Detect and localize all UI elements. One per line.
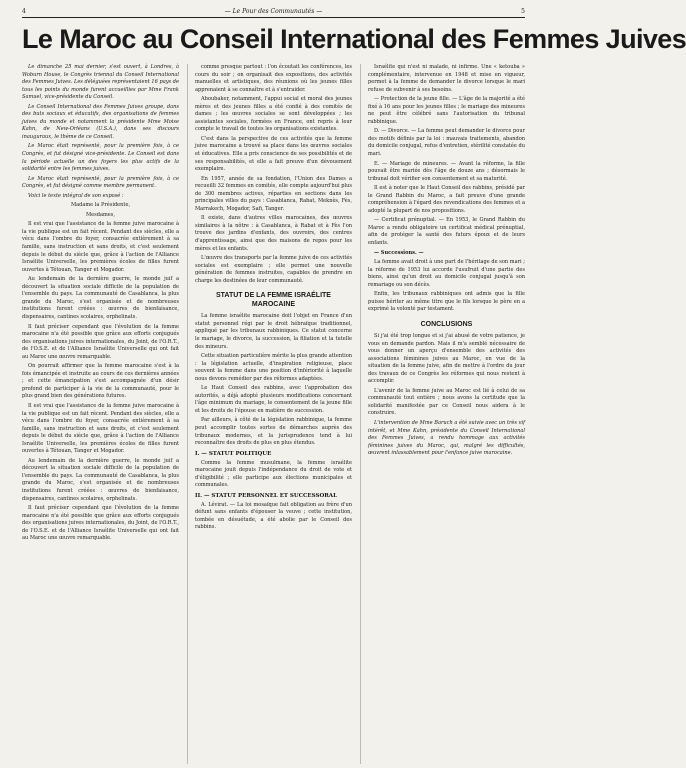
paragraph: Il est à noter que le Haut Conseil des rabbins, présidé par le Grand Rabbin du Maroc, a fait preuve d'une grande compréhension à l'égard des revendications des femmes et a adopté la plupart de nos propositions. [368,185,525,214]
header-rule [22,17,525,18]
lead-paragraph: Le dimanche 25 mai dernier, s'est ouvert, à Londres, à Woburn House, le Congrès triennal du Conseil International des Femmes Juives. Les déléguées représentaient 16 pays de tous les points du monde furent accueillies par Mme Frank Samuel, vice-présidente du Conseil. [22,64,179,101]
salutation: Mesdames, [86,211,115,218]
article-column-2 [195,64,352,764]
running-head [22,8,525,15]
paragraph: En 1957, année de sa fondation, l'Union des Dames a recueilli 32 femmes en comités, elle compte aujourd'hui plus de 300 membres actives, réparties en sections dans les principales villes du pays : Casablanca, Rabat, Meknès, Fès, Marrakech, Mogador, Safi, Tanger. [195,175,352,212]
paragraph: Il faut préciser cependant que l'évolution de la femme marocaine n'a été possible que grâce aux efforts conjugués des organisations juives internationales, du Joint, de l'O.R.T., de l'O.S.E. et de l'Alliance Israélite Universelle qui ont fait au Maroc une œuvre remarquable. [22,505,179,542]
paragraph: A. Lévirat. — La loi mosaïque fait obligation au frère d'un défunt sans enfants d'épouser la veuve ; cette institution, tombée en désuétude, a été abolie par le Conseil des rabbins. [195,501,352,531]
paragraph: Cette situation particulière mérite la plus grande attention : la législation actuelle, d'inspiration religieuse, place souvent la femme dans une position d'infériorité à laquelle nous devons remédier par des réformes adaptées. [195,353,353,382]
newspaper-page [22,0,686,768]
paragraph: Voici le texte intégral de son exposé : [28,192,124,199]
paragraph: D. — Divorce. — La femme peut demander le divorce pour des motifs définis par la loi : mauvais traitements, abandon du domicile conjugal, refus d'entretien, stérilité constatée du mari. [368,128,525,158]
paragraph: Le Maroc était représenté, pour la première fois, à ce Congrès, et fut désigné vice-présidente. Le Conseil est dans la période actuelle un des foyers les plus actifs de la solidarité entre les femmes juives. [22,143,179,173]
paragraph: Le Maroc était représenté, pour la première fois, à ce Congrès, et fut désigné comme membre permanent. [22,175,179,190]
paragraph: Le Conseil International des Femmes Juives groupe, dans des buts sociaux et éducatifs, des organisations de femmes juives du monde et notamment la présidente Mme Moise Kahn, de New-Orléans (U.S.A.), dans ses discours inauguraux, le thème de ce Conseil. [22,103,179,140]
paragraph: On pourrait affirmer que la femme marocaine s'est à la fois émancipée et instruite au cours de ces dernières années ; et cette émancipation s'est accompagnée d'un désir profond de participer à la vie de la communauté, pour le plus grand bien des générations futures. [22,363,179,400]
section-heading: STATUT DE LA FEMME ISRAÉLITE MAROCAINE [216,292,331,309]
publication-name: — Le Pour des Communautés — [224,8,323,15]
paragraph: La femme avait droit à une part de l'héritage de son mari ; la réforme de 1953 lui accorde l'usufruit d'une partie des biens, ainsi qu'un droit au domicile conjugal jusqu'à son remariage ou son décès. [368,259,525,288]
paragraph: Il faut préciser cependant que l'évolution de la femme marocaine n'a été possible que grâce aux efforts conjugués des organisations juives internationales, du Joint, de l'O.R.T., de l'O.S.E. et de l'Alliance Israélite Universelle qui ont fait au Maroc une œuvre remarquable. [22,323,179,360]
paragraph: Israélite qui n'est ni malade, ni infirme. Une « ketouba » complémentaire, intervenue en 1948 et mise en vigueur, permet à la femme de demander le divorce lorsque le mari refuse de subvenir à ses besoins. [368,64,525,93]
paragraph: L'avenir de la femme juive au Maroc est lié à celui de sa communauté tout entière ; nous avons la certitude que la solidarité manifestée par ce Conseil nous aidera à le construire. [368,387,525,417]
paragraph: — Certificat prénuptial. — En 1953, le Grand Rabbin du Maroc a rendu obligatoire un certificat médical prénuptial, afin de protéger la santé des futurs époux et de leurs enfants. [368,217,525,247]
paragraph: La femme israélite marocaine doit l'objet en France d'un statut personnel régi par le droit hébraïque traditionnel, appliqué par les tribunaux rabbiniques. Ce statut concerne le mariage, le divorce, la succession, la filiation et la tutelle des mineurs. [195,313,352,350]
paragraph: Au lendemain de la dernière guerre, le monde juif a découvert la situation sociale difficile de la population de l'ensemble du pays. La communauté de Casablanca, la plus grande du Maroc, s'est organisée et de nombreuses institutions furent créées : œuvres de bienfaisance, dispensaires, cantines scolaires, orphelinats. [22,276,179,320]
paragraph: E. — Mariage de mineures. — Avant la réforme, la fille pouvait être mariée dès l'âge de douze ans ; désormais le tribunal doit vérifier son consentement et sa maturité. [368,160,525,182]
paragraph: Enfin, les tribunaux rabbiniques ont admis que la fille puisse hériter au même titre que le fils lorsque le père en a exprimé la volonté par testament. [368,291,525,313]
article-title: Le Maroc au Conseil International des Femmes Juives [22,24,686,54]
salutation: Madame la Présidente, [70,202,131,209]
paragraph: — Protection de la jeune fille. — L'âge de la majorité a été fixé à 16 ans pour les jeunes filles ; le mariage des mineures ne peut être célébré sans l'autorisation du tribunal rabbinique. [368,96,525,125]
paragraph: Si j'ai été trop longue et si j'ai abusé de votre patience, je vous en demande pardon. Mais il m'a semblé nécessaire de vous donner un aperçu d'ensemble des activités des associations féminines juives au Maroc, en vue de la situation de la femme juive, afin de mettre à l'ordre du jour des travaux de ce Congrès les réformes qui nous restent à accomplir. [368,332,525,385]
subsection-heading: II. — STATUT PERSONNEL ET SUCCESSORAL [195,492,337,499]
article-column-3 [368,64,525,764]
paragraph: Le Haut Conseil des rabbins, avec l'approbation des autorités, a déjà adopté plusieurs modifications concernant l'âge minimum du mariage, le consentement de la jeune fille et les droits de l'épouse en matière de succession. [195,385,352,414]
paragraph: C'est dans la perspective de ces activités que la femme juive marocaine a trouvé sa place dans les œuvres sociales et éducatives. Elle a pris conscience de ses possibilités et de ses responsabilités, et elle a fait preuve d'un dévouement exemplaire. [195,135,352,173]
column-divider [360,64,361,764]
page-number-left: 4 [22,8,26,15]
column-divider [187,64,188,764]
closing-paragraph: L'intervention de Mme Baruch a été suivie avec un très vif intérêt, et Mme Kahn, présidente du Conseil International des Femmes Juives, a rendu hommage aux activités féminines juives du Maroc, qui, malgré les difficultés, œuvrent inlassablement pour l'enfance juive marocaine. [368,419,525,457]
paragraph: Il est vrai que l'assistance de la femme juive marocaine à la vie publique est un fait récent. Pendant des siècles, elle a vécu dans l'ombre du foyer, consacrée entièrement à sa famille, sans instruction et sans droits, et c'est seulement depuis le début du siècle que, grâce à l'action de l'Alliance Israélite Universelle, les premières écoles de filles furent ouvertes à Tétouan, Tanger et Mogador. [22,402,179,455]
paragraph: Aboubaker, notamment, l'appui social et moral des jeunes mères et des jeunes filles a été confié à des comités de dames ; les œuvres sociales se sont développées ; les assistantes sociales, formées en France, ont repris à leur compte le travail de toutes les organisations existantes. [195,96,352,133]
paragraph: Il existe, dans d'autres villes marocaines, des œuvres similaires à la nôtre : à Casablanca, à Rabat et à Fès l'on trouve des jardins d'enfants, des ouvroirs, des centres d'apprentissage, ainsi que des maisons de repos pour les mères et les enfants. [195,215,352,252]
paragraph: Par ailleurs, à côté de la législation rabbinique, la femme peut accomplir toutes sortes de démarches auprès des tribunaux modernes, et la jurisprudence tend à lui reconnaître des droits de plus en plus étendus. [195,417,352,447]
section-heading: CONCLUSIONS [420,320,473,328]
article-column-1 [22,64,179,764]
paragraph: Il est vrai que l'assistance de la femme juive marocaine à la vie publique est un fait récent. Pendant des siècles, elle a vécu dans l'ombre du foyer, consacrée entièrement à sa famille, sans instruction et sans droits, et c'est seulement depuis le début du siècle que, grâce à l'action de l'Alliance Israélite Universelle, les premières écoles de filles furent ouvertes à Tétouan, Tanger et Mogador. [22,221,179,273]
page-number-right: 5 [521,8,525,15]
paragraph: comme presque partout : l'on écoutait les conférences, les cours du soir ; on organisait des expositions, des activités manuelles et artistiques, des réunions où les jeunes filles apprenaient à se connaître et à s'entraider. [195,64,352,93]
subsection-heading: — Successions. — [374,249,424,256]
paragraph: L'œuvre des transports par la femme juive de ces activités sociales est exemplaire ; elle permet une nouvelle génération de femmes instruites, capables de prendre en charge les destinées de leur communauté. [195,255,352,284]
paragraph: Au lendemain de la dernière guerre, le monde juif a découvert la situation sociale difficile de la population de l'ensemble du pays. La communauté de Casablanca, la plus grande du Maroc, s'est organisée et de nombreuses institutions furent créées : œuvres de bienfaisance, dispensaires, cantines scolaires, orphelinats. [22,457,179,502]
subsection-heading: I. — STATUT POLITIQUE [195,450,272,457]
paragraph: Comme la femme musulmane, la femme israélite marocaine jouit depuis l'indépendance du droit de vote et d'éligibilité ; elle participe aux élections municipales et communales. [195,459,352,489]
